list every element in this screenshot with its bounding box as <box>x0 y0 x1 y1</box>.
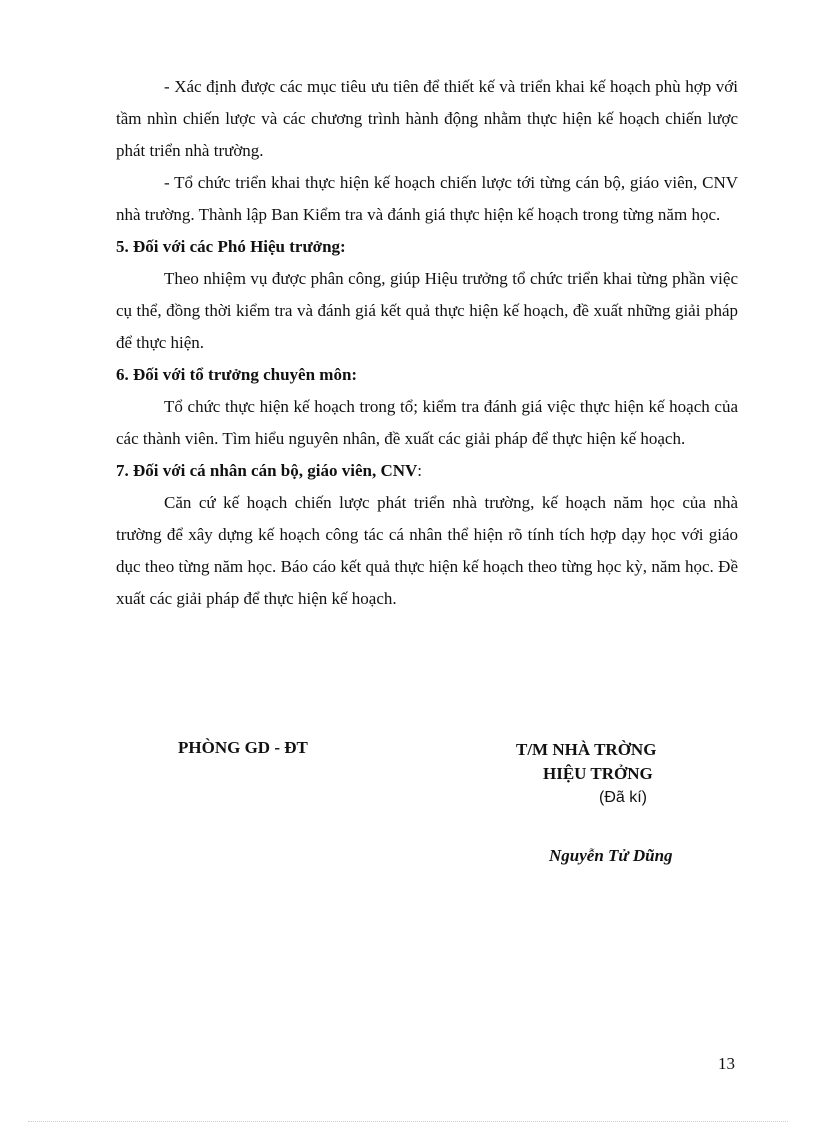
signature-principal-title: HIỆU TRỞNG <box>543 764 653 783</box>
paragraph-vice-principals: Theo nhiệm vụ được phân công, giúp Hiệu trưởng tổ chức triển khai từng phần việc cụ thể, đồng thời kiểm tra và đánh giá kết quả thực hiện kế hoạch, đề xuất những giải pháp để thực hiện. <box>116 269 738 352</box>
page-bottom-divider <box>28 1121 788 1122</box>
signature-left: PHÒNG GD - ĐT <box>178 738 308 757</box>
signature-signed-note: (Đã kí) <box>599 789 647 806</box>
signer-name: Nguyễn Tử Dũng <box>549 846 673 865</box>
heading-staff-text: 7. Đối với cá nhân cán bộ, giáo viên, CNV <box>116 461 418 480</box>
heading-department-heads: 6. Đối với tổ trưởng chuyên môn: <box>116 365 358 384</box>
page-number: 13 <box>718 1054 735 1073</box>
paragraph-staff: Căn cứ kế hoạch chiến lược phát triển nhà trường, kế hoạch năm học của nhà trường để xây dựng kế hoạch công tác cá nhân thể hiện rõ tính tích hợp dạy học với giáo dục theo từng năm học. Báo cáo kết quả thực hiện kế hoạch theo từng học kỳ, năm học. Đề xuất các giải pháp để thực hiện kế hoạch. <box>116 493 738 608</box>
paragraph-department-heads: Tổ chức thực hiện kế hoạch trong tổ; kiểm tra đánh giá việc thực hiện kế hoạch của các thành viên. Tìm hiểu nguyên nhân, đề xuất các giải pháp để thực hiện kế hoạch. <box>116 397 738 448</box>
signature-school: T/M NHÀ TRỜNG <box>516 740 657 759</box>
heading-staff <box>116 455 738 487</box>
heading-vice-principals: 5. Đối với các Phó Hiệu trưởng: <box>116 237 346 256</box>
body-text <box>116 71 738 615</box>
paragraph-goals: - Xác định được các mục tiêu ưu tiên để thiết kế và triển khai kế hoạch phù hợp với tầm nhìn chiến lược và các chương trình hành động nhằm thực hiện kế hoạch chiến lược phát triển nhà trường. <box>116 77 738 160</box>
signature-right <box>516 738 716 810</box>
heading-staff-colon: : <box>417 461 423 480</box>
paragraph-implementation: - Tổ chức triển khai thực hiện kế hoạch chiến lược tới từng cán bộ, giáo viên, CNV nhà trường. Thành lập Ban Kiểm tra và đánh giá thực hiện kế hoạch trong từng năm học. <box>116 173 738 224</box>
